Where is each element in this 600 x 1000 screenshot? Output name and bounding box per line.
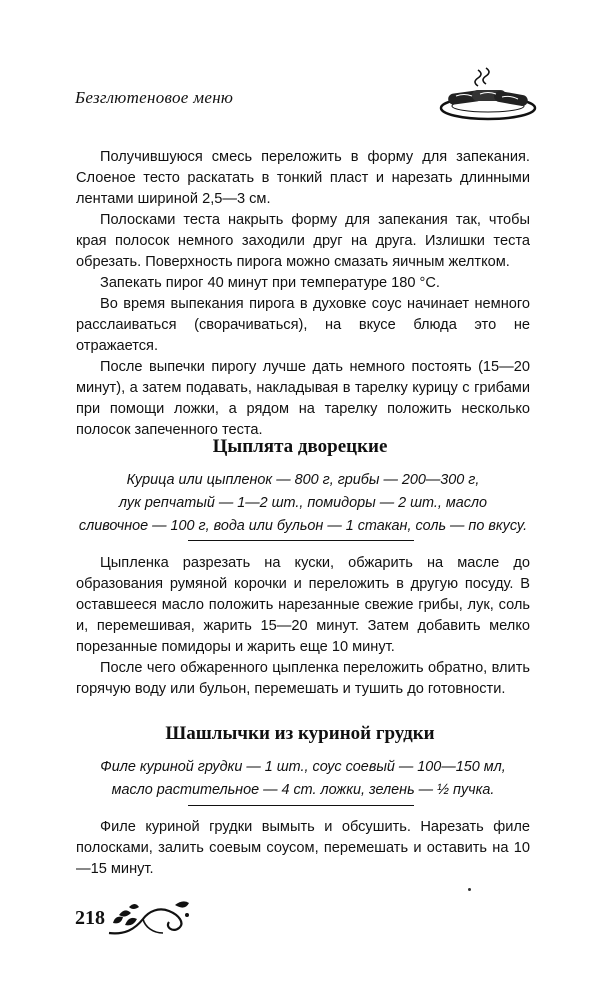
recipe-method — [76, 553, 530, 700]
sausage-plate-icon — [438, 66, 538, 122]
ingredient-line: лук репчатый — 1—2 шт., помидоры — 2 шт., масло — [118, 495, 488, 511]
recipe-title: Цыплята дворецкие — [212, 436, 388, 457]
ingredient-line: Курица или цыпленок — 800 г, грибы — 200—300 г, — [126, 472, 480, 488]
ingredient-line: Филе куриной грудки — 1 шт., соус соевый — 100—150 мл, — [100, 759, 506, 775]
ingredient-line: масло растительное — 4 ст. ложки, зелень — ½ пучка. — [111, 782, 495, 798]
floral-ornament-icon — [105, 895, 195, 939]
paragraph: Полосками теста накрыть форму для запекания так, чтобы края полосок немного заходили друг на друга. Излишки теста обрезать. Поверхность пирога можно смазать яичным желтком. — [76, 212, 530, 270]
paragraph: После чего обжаренного цыпленка переложить обратно, влить горячую воду или бульон, перемешать и тушить до готовности. — [76, 660, 530, 697]
paragraph: Во время выпекания пирога в духовке соус начинает немного расслаиваться (сворачиваться), на вкусе блюда это не отражается. — [76, 296, 530, 354]
intro-text — [76, 147, 530, 441]
paragraph: Запекать пирог 40 минут при температуре 180 °С. — [100, 275, 440, 291]
paragraph: Цыпленка разрезать на куски, обжарить на масле до образования румяной корочки и переложить в другую посуду. В оставшееся масло положить нарезанные свежие грибы, лук, соль и, перемешивая, жарить 15—20 минут. Затем добавить мелко порезанные помидоры и жарить еще 10 минут. — [76, 555, 530, 655]
paragraph: Получившуюся смесь переложить в форму для запекания. Слоеное тесто раскатать в тонкий пласт и нарезать длинными лентами шириной 2,5—3 см. — [76, 149, 530, 207]
print-speck — [468, 888, 471, 891]
paragraph: После выпечки пирогу лучше дать немного постоять (15—20 минут), а затем подавать, накладывая в тарелку курицу с грибами при помощи ложки, а рядом на тарелку положить несколько полосок запеченного теста. — [76, 359, 530, 438]
paragraph: Филе куриной грудки вымыть и обсушить. Нарезать филе полосками, залить соевым соусом, перемешать и оставить на 10—15 минут. — [76, 819, 530, 877]
section-divider — [188, 540, 414, 541]
section-divider — [188, 805, 414, 806]
page-number: 218 — [75, 907, 105, 929]
recipe-ingredients — [76, 469, 530, 538]
running-header-title: Безглютеновое меню — [75, 88, 234, 107]
recipe-ingredients — [76, 756, 530, 802]
recipe-method — [76, 817, 530, 880]
recipe-title: Шашлычки из куриной грудки — [165, 723, 435, 744]
ingredient-line: сливочное — 100 г, вода или бульон — 1 стакан, соль — по вкусу. — [78, 518, 528, 534]
